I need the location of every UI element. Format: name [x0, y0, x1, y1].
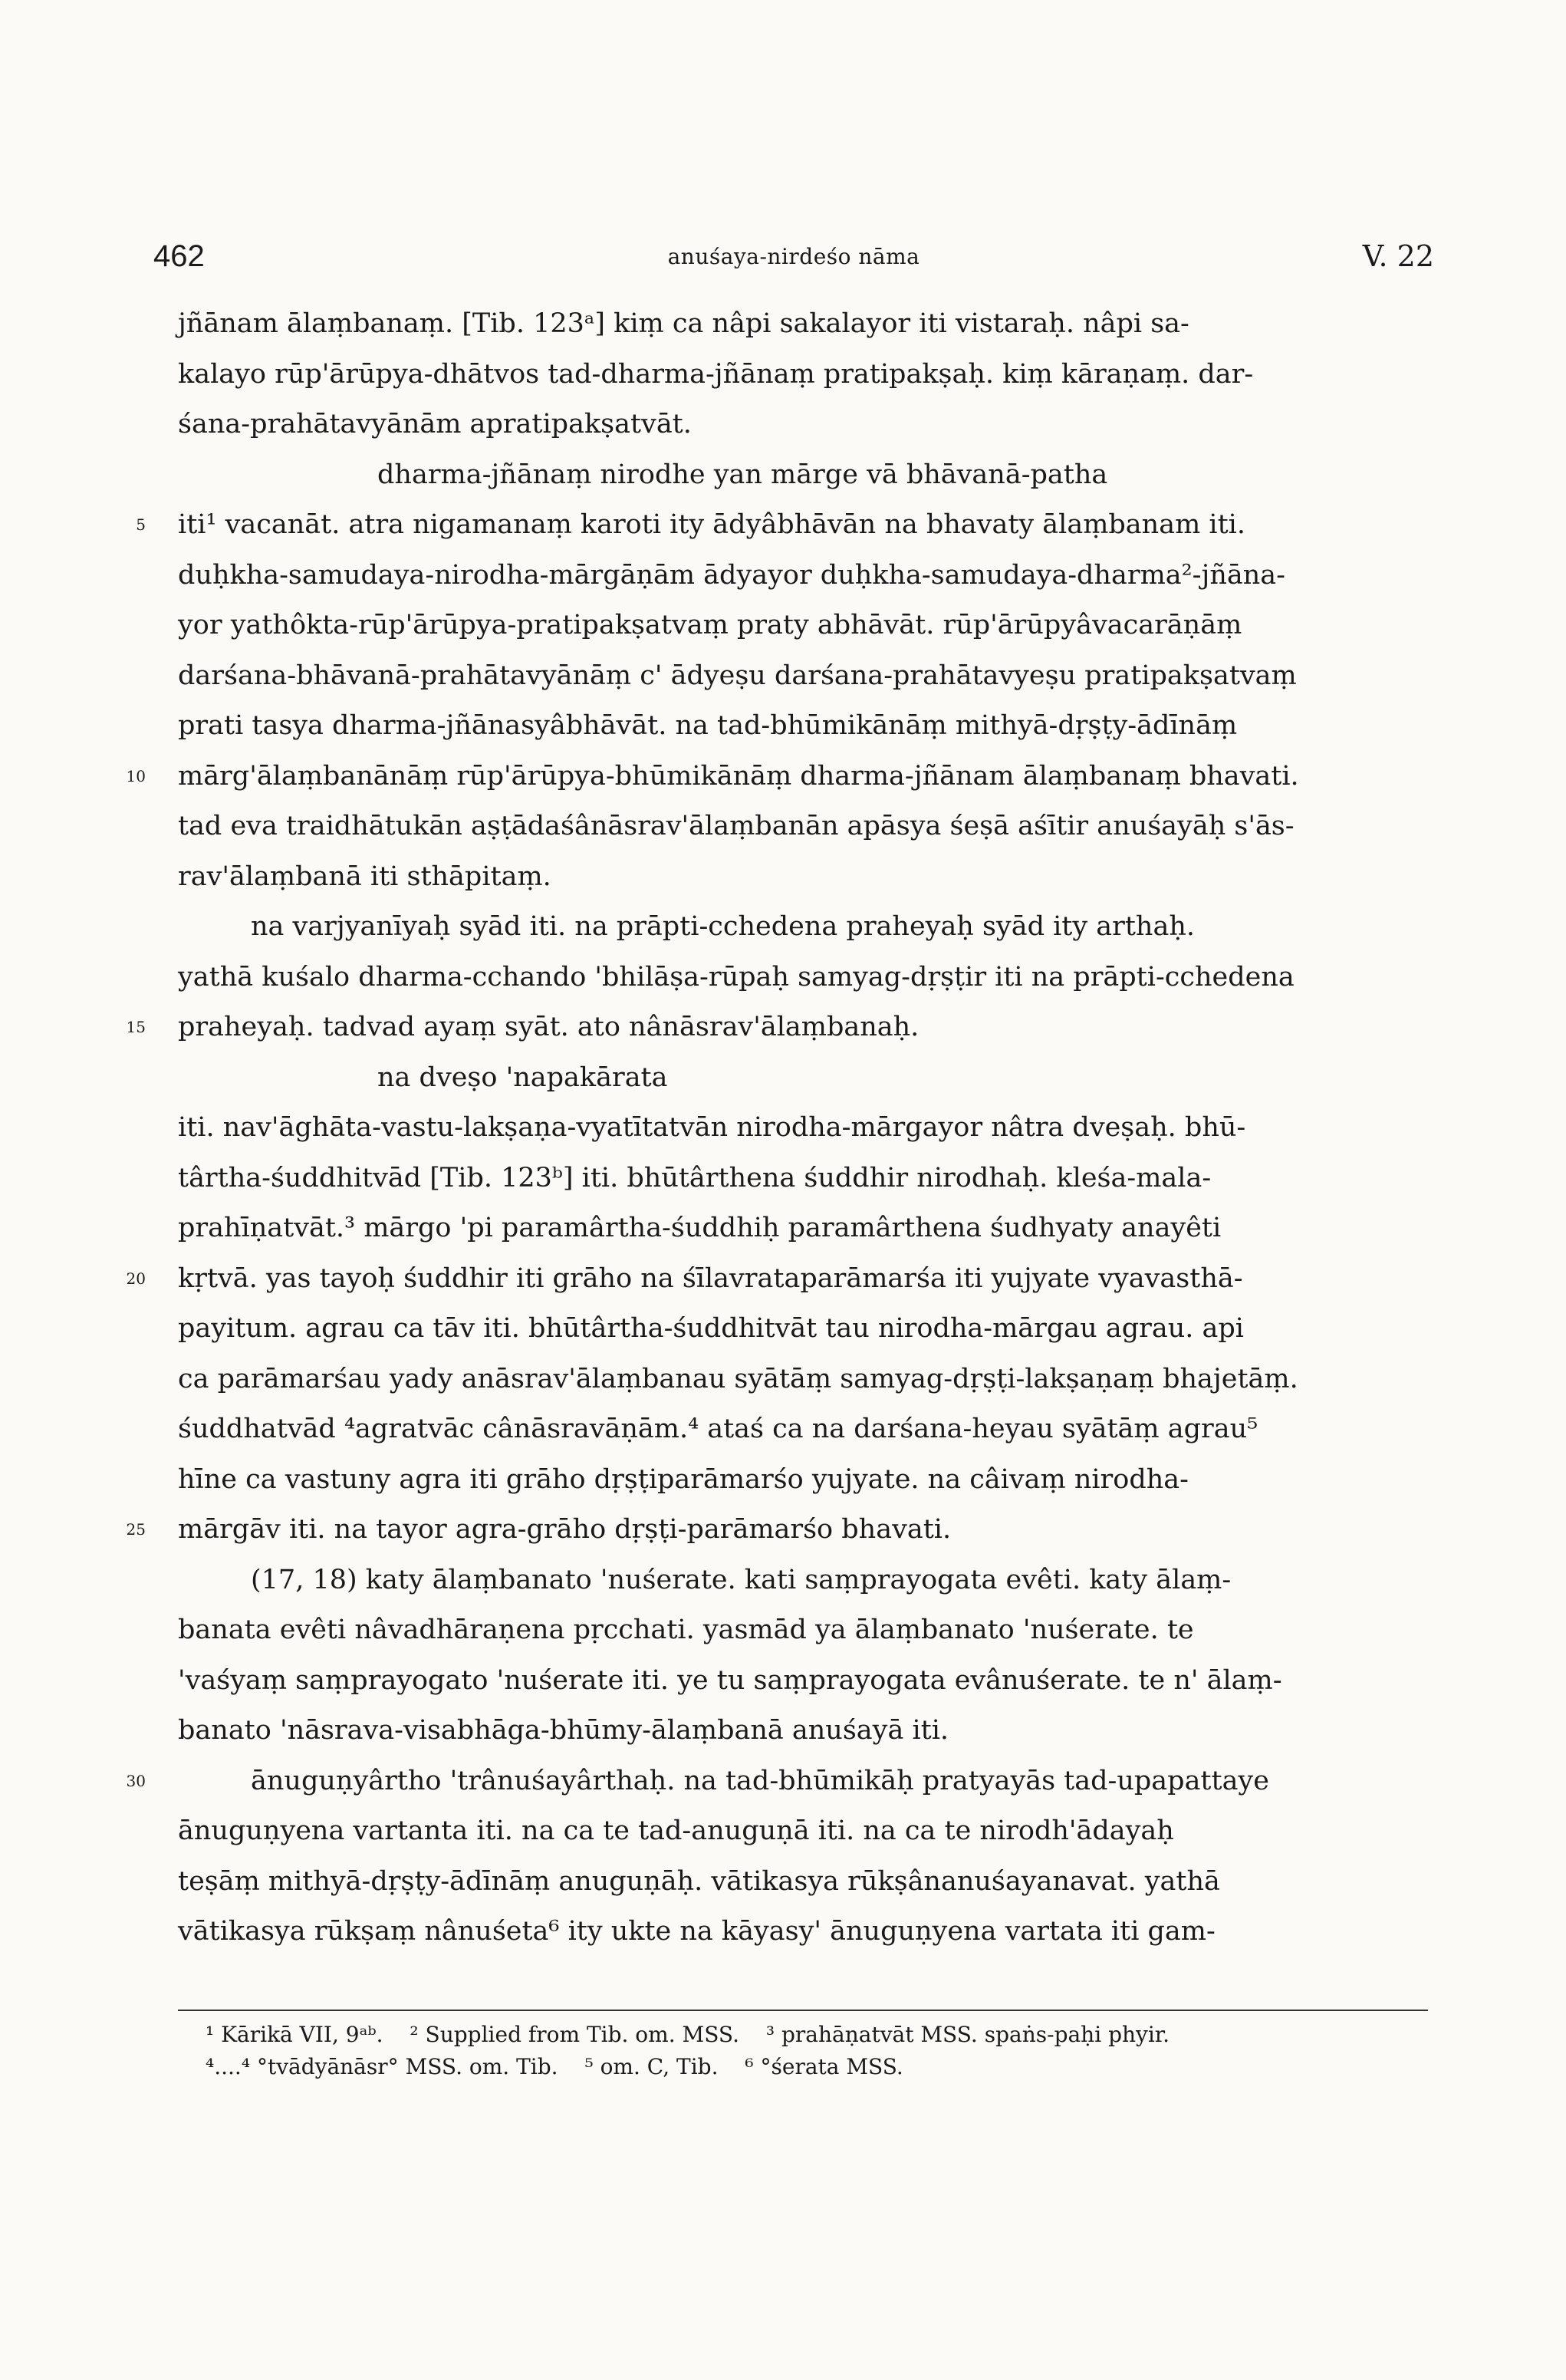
line-text: na varjyanīyaḥ syād iti. na prāpti-cchedena praheyaḥ syād ity arthaḥ.	[251, 911, 1195, 942]
text-line	[126, 752, 1436, 802]
text-line	[178, 1806, 1436, 1857]
line-number: 5	[136, 515, 146, 534]
text-line	[126, 1002, 1436, 1053]
text-line	[178, 601, 1436, 651]
line-text: mārg'ālaṃbanānāṃ rūp'ārūpya-bhūmikānāṃ dharma-jñānam ālaṃbanaṃ bhavati.	[178, 760, 1299, 792]
text-line	[178, 1706, 1436, 1756]
line-text: kṛtvā. yas tayoḥ śuddhir iti grāho na śīlavrataparāmarśa iti yujyate vyavasthā-	[178, 1262, 1243, 1294]
text-line	[178, 1304, 1436, 1355]
text-line	[178, 852, 1436, 903]
line-text: banata evêti nâvadhāraṇena pṛcchati. yasmād ya ālaṃbanato 'nuśerate. te	[178, 1615, 1194, 1645]
line-text: ānuguṇyârtho 'trânuśayârthaḥ. na tad-bhūmikāḥ pratyayās tad-upapattaye	[251, 1765, 1269, 1796]
running-title: anuśaya-nirdeśo nāma	[667, 244, 920, 269]
text-line	[178, 1203, 1436, 1254]
line-text: banato 'nāsrava-visabhāga-bhūmy-ālaṃbanā anuśayā iti.	[178, 1715, 949, 1746]
line-text: prati tasya dharma-jñānasyâbhāvāt. na tad-bhūmikānāṃ mithyā-dṛṣṭy-ādīnāṃ	[178, 710, 1238, 741]
text-line	[178, 1656, 1436, 1707]
line-number: 25	[126, 1520, 146, 1539]
text-line	[178, 1154, 1436, 1204]
text-line	[178, 953, 1436, 1003]
section-reference: V. 22	[1362, 239, 1434, 273]
line-text: iti¹ vacanāt. atra nigamanaṃ karoti ity ādyâbhāvān na bhavaty ālaṃbanam iti.	[178, 509, 1245, 540]
line-text: iti. nav'āghāta-vastu-lakṣaṇa-vyatītatvān nirodha-mārgayor nâtra dveṣaḥ. bhū-	[178, 1112, 1246, 1143]
footnote-1: ¹ Kārikā VII, 9ᵃᵇ.	[206, 2022, 383, 2047]
text-line	[178, 1857, 1436, 1908]
line-number: 20	[126, 1269, 146, 1288]
line-number: 10	[126, 766, 146, 785]
line-text: na dveṣo 'napakārata	[377, 1062, 668, 1093]
line-text: vātikasya rūkṣaṃ nânuśeta⁶ ity ukte na kāyasy' ānuguṇyena vartata iti gam-	[178, 1916, 1216, 1947]
text-line	[178, 1555, 1436, 1606]
text-line	[178, 350, 1436, 400]
footnote-rule	[178, 2010, 1428, 2011]
line-text: payitum. agrau ca tāv iti. bhūtârtha-śuddhitvāt tau nirodha-mārgau agrau. api	[178, 1313, 1244, 1344]
footnote-line	[206, 2051, 1433, 2083]
line-number: 15	[126, 1018, 146, 1036]
text-line	[178, 1455, 1436, 1506]
text-line	[178, 1605, 1436, 1656]
footnote-3: ³ prahāṇatvāt MSS. spaṅs-paḥi phyir.	[765, 2022, 1170, 2047]
line-text: dharma-jñānaṃ nirodhe yan mārge vā bhāvanā-patha	[377, 459, 1108, 490]
line-text: ca parāmarśau yady anāsrav'ālaṃbanau syātāṃ samyag-dṛṣṭi-lakṣaṇaṃ bhajetāṃ.	[178, 1363, 1298, 1394]
text-line	[178, 551, 1436, 601]
line-text: hīne ca vastuny agra iti grāho dṛṣṭiparāmarśo yujyate. na câivaṃ nirodha-	[178, 1463, 1189, 1495]
line-text: śana-prahātavyānām apratipakṣatvāt.	[178, 409, 692, 439]
text-line	[126, 1254, 1436, 1305]
text-line	[178, 651, 1436, 702]
text-line	[178, 1355, 1436, 1405]
footnotes	[206, 2019, 1433, 2083]
line-text: yathā kuśalo dharma-cchando 'bhilāṣa-rūpaḥ samyag-dṛṣṭir iti na prāpti-cchedena	[178, 961, 1295, 992]
text-line	[178, 1907, 1436, 1957]
text-line	[178, 400, 1436, 450]
footnote-2: ² Supplied from Tib. om. MSS.	[410, 2022, 739, 2047]
running-header	[153, 239, 1434, 285]
line-text: yor yathôkta-rūp'ārūpya-pratipakṣatvaṃ praty abhāvāt. rūp'ārūpyâvacarāṇāṃ	[178, 610, 1242, 640]
text-line	[178, 1404, 1436, 1455]
line-text: teṣāṃ mithyā-dṛṣṭy-ādīnāṃ anuguṇāḥ. vātikasya rūkṣânanuśayanavat. yathā	[178, 1865, 1220, 1897]
text-line	[126, 1505, 1436, 1555]
footnote-6: ⁶ °śerata MSS.	[745, 2054, 903, 2079]
line-text: mārgāv iti. na tayor agra-grāho dṛṣṭi-parāmarśo bhavati.	[178, 1514, 952, 1545]
line-text: prahīṇatvāt.³ mārgo 'pi paramârtha-śuddhiḥ paramârthena śudhyaty anayêti	[178, 1213, 1222, 1243]
text-line	[178, 701, 1436, 752]
line-text: kalayo rūp'ārūpya-dhātvos tad-dharma-jñānaṃ pratipakṣaḥ. kiṃ kāraṇaṃ. dar-	[178, 358, 1254, 390]
line-text: 'vaśyaṃ saṃprayogato 'nuśerate iti. ye tu saṃprayogata evânuśerate. te n' ālaṃ-	[178, 1664, 1282, 1696]
line-text: praheyaḥ. tadvad ayaṃ syāt. ato nânāsrav'ālaṃbanaḥ.	[178, 1012, 920, 1042]
footnote-5: ⁵ om. C, Tib.	[584, 2054, 719, 2079]
line-text: ānuguṇyena vartanta iti. na ca te tad-anuguṇā iti. na ca te nirodh'ādayaḥ	[178, 1815, 1174, 1846]
line-text: duḥkha-samudaya-nirodha-mārgāṇām ādyayor duḥkha-samudaya-dharma²-jñāna-	[178, 559, 1285, 591]
text-line	[178, 802, 1436, 852]
text-line	[178, 1103, 1436, 1154]
line-text: darśana-bhāvanā-prahātavyānāṃ c' ādyeṣu darśana-prahātavyeṣu pratipakṣatvaṃ	[178, 660, 1297, 691]
text-line	[178, 902, 1436, 953]
text-line	[136, 500, 1436, 551]
page-number: 462	[153, 239, 205, 273]
line-text: tad eva traidhātukān aṣṭādaśânāsrav'ālaṃbanān apāsya śeṣā aśītir anuśayāḥ s'ās-	[178, 811, 1295, 841]
verse-line	[178, 450, 1436, 501]
verse-line	[178, 1053, 1436, 1104]
text-line	[178, 299, 1436, 350]
footnote-line	[206, 2019, 1433, 2051]
main-text	[126, 299, 1436, 1957]
line-text: jñānam ālaṃbanaṃ. [Tib. 123ᵃ] kiṃ ca nâpi sakalayor iti vistaraḥ. nâpi sa-	[178, 308, 1189, 339]
line-text: târtha-śuddhitvād [Tib. 123ᵇ] iti. bhūtârthena śuddhir nirodhaḥ. kleśa-mala-	[178, 1162, 1212, 1193]
line-text: rav'ālaṃbanā iti sthāpitaṃ.	[178, 861, 551, 892]
footnote-4: ⁴....⁴ °tvādyānāsr° MSS. om. Tib.	[206, 2054, 558, 2079]
line-text: śuddhatvād ⁴agratvāc cânāsravāṇām.⁴ ataś ca na darśana-heyau syātāṃ agrau⁵	[178, 1414, 1258, 1444]
line-text: (17, 18) katy ālaṃbanato 'nuśerate. kati saṃprayogata evêti. katy ālaṃ-	[251, 1564, 1232, 1595]
line-number: 30	[126, 1771, 146, 1790]
text-line	[126, 1756, 1436, 1807]
